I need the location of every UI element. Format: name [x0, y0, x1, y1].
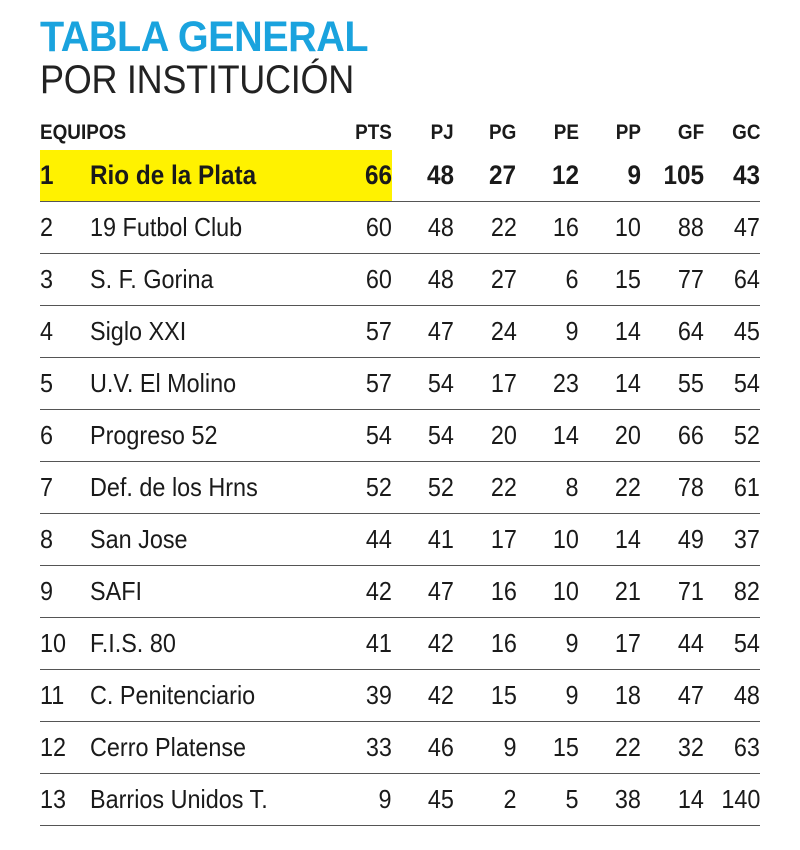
cell-pe: 23	[517, 358, 579, 410]
cell-pg: 17	[454, 358, 516, 410]
header-gc: GC	[731, 121, 760, 144]
cell-gc: 37	[704, 514, 760, 566]
cell-pg: 15	[454, 670, 516, 722]
cell-pj: 42	[392, 618, 454, 670]
cell-pp: 17	[579, 618, 641, 670]
cell-pe: 9	[517, 670, 579, 722]
cell-gc: 82	[704, 566, 760, 618]
cell-gc: 43	[704, 150, 760, 202]
table-row	[40, 618, 760, 670]
cell-pts: 66	[344, 150, 392, 202]
cell-pe: 5	[517, 774, 579, 826]
cell-pts: 41	[344, 618, 392, 670]
cell-gf: 78	[641, 462, 703, 514]
cell-pj: 47	[392, 566, 454, 618]
cell-pj: 46	[392, 722, 454, 774]
cell-pe: 12	[517, 150, 579, 202]
cell-gf: 44	[641, 618, 703, 670]
cell-pp: 20	[579, 410, 641, 462]
cell-pp: 18	[579, 670, 641, 722]
cell-pos: 6	[40, 410, 90, 462]
cell-pe: 14	[517, 410, 579, 462]
cell-pe: 10	[517, 514, 579, 566]
cell-pos: 4	[40, 306, 90, 358]
cell-team: C. Penitenciario	[90, 670, 344, 722]
standings-table	[40, 116, 760, 826]
cell-pe: 10	[517, 566, 579, 618]
cell-pe: 6	[517, 254, 579, 306]
cell-pg: 27	[454, 254, 516, 306]
cell-pos: 13	[40, 774, 90, 826]
table-row	[40, 202, 760, 254]
header-pe: PE	[553, 121, 579, 144]
cell-pj: 45	[392, 774, 454, 826]
cell-pts: 60	[344, 202, 392, 254]
cell-pp: 15	[579, 254, 641, 306]
cell-pts: 39	[344, 670, 392, 722]
cell-pj: 42	[392, 670, 454, 722]
cell-pos: 8	[40, 514, 90, 566]
cell-pts: 57	[344, 358, 392, 410]
cell-team: Barrios Unidos T.	[90, 774, 344, 826]
cell-team: Progreso 52	[90, 410, 344, 462]
cell-pp: 21	[579, 566, 641, 618]
cell-pj: 48	[392, 254, 454, 306]
cell-pg: 2	[454, 774, 516, 826]
cell-pg: 22	[454, 202, 516, 254]
cell-pj: 48	[392, 150, 454, 202]
cell-gc: 54	[704, 618, 760, 670]
table-title: TABLA GENERAL	[40, 13, 369, 61]
cell-gc: 45	[704, 306, 760, 358]
header-row	[40, 116, 760, 150]
cell-team: SAFI	[90, 566, 344, 618]
cell-gc: 63	[704, 722, 760, 774]
cell-pos: 5	[40, 358, 90, 410]
cell-gf: 49	[641, 514, 703, 566]
cell-pts: 54	[344, 410, 392, 462]
cell-pj: 41	[392, 514, 454, 566]
cell-gf: 88	[641, 202, 703, 254]
cell-pts: 60	[344, 254, 392, 306]
table-row	[40, 670, 760, 722]
cell-pg: 17	[454, 514, 516, 566]
cell-gf: 77	[641, 254, 703, 306]
cell-gc: 140	[704, 774, 760, 826]
cell-pp: 22	[579, 462, 641, 514]
cell-pos: 12	[40, 722, 90, 774]
cell-team: S. F. Gorina	[90, 254, 344, 306]
cell-pos: 3	[40, 254, 90, 306]
table-row	[40, 774, 760, 826]
cell-pp: 10	[579, 202, 641, 254]
cell-pe: 9	[517, 618, 579, 670]
cell-pj: 52	[392, 462, 454, 514]
table-row	[40, 514, 760, 566]
cell-pp: 14	[579, 306, 641, 358]
cell-team: Cerro Platense	[90, 722, 344, 774]
table-row	[40, 566, 760, 618]
cell-gc: 48	[704, 670, 760, 722]
header-pg: PG	[489, 121, 517, 144]
table-row	[40, 462, 760, 514]
cell-pj: 47	[392, 306, 454, 358]
cell-pos: 9	[40, 566, 90, 618]
standings-card	[40, 14, 760, 826]
cell-team: Def. de los Hrns	[90, 462, 344, 514]
table-row	[40, 150, 760, 202]
cell-gf: 32	[641, 722, 703, 774]
cell-gf: 55	[641, 358, 703, 410]
cell-gc: 52	[704, 410, 760, 462]
cell-pe: 16	[517, 202, 579, 254]
cell-gf: 105	[641, 150, 703, 202]
cell-pp: 22	[579, 722, 641, 774]
cell-pg: 16	[454, 566, 516, 618]
cell-pts: 57	[344, 306, 392, 358]
cell-pts: 9	[344, 774, 392, 826]
cell-team: San Jose	[90, 514, 344, 566]
cell-pg: 24	[454, 306, 516, 358]
cell-pj: 54	[392, 358, 454, 410]
header-equipos: EQUIPOS	[40, 121, 127, 144]
table-subtitle: POR INSTITUCIÓN	[40, 58, 354, 102]
header-pj: PJ	[430, 121, 455, 144]
cell-pp: 9	[579, 150, 641, 202]
cell-gf: 71	[641, 566, 703, 618]
cell-pp: 14	[579, 514, 641, 566]
cell-pe: 15	[517, 722, 579, 774]
cell-pj: 54	[392, 410, 454, 462]
cell-gf: 14	[641, 774, 703, 826]
cell-pos: 7	[40, 462, 90, 514]
cell-gc: 54	[704, 358, 760, 410]
cell-team: F.I.S. 80	[90, 618, 344, 670]
header-gf: GF	[677, 121, 704, 144]
cell-pp: 38	[579, 774, 641, 826]
cell-team: U.V. El Molino	[90, 358, 344, 410]
cell-pos: 1	[40, 150, 90, 202]
cell-pg: 20	[454, 410, 516, 462]
header-pts: PTS	[354, 121, 392, 144]
cell-pts: 52	[344, 462, 392, 514]
cell-pts: 42	[344, 566, 392, 618]
cell-team: Siglo XXI	[90, 306, 344, 358]
cell-gf: 47	[641, 670, 703, 722]
header-pp: PP	[616, 121, 642, 144]
cell-pg: 22	[454, 462, 516, 514]
cell-pos: 2	[40, 202, 90, 254]
cell-pj: 48	[392, 202, 454, 254]
cell-team: 19 Futbol Club	[90, 202, 344, 254]
cell-pe: 8	[517, 462, 579, 514]
cell-pts: 44	[344, 514, 392, 566]
table-row	[40, 358, 760, 410]
cell-team: Rio de la Plata	[90, 150, 344, 202]
cell-gf: 66	[641, 410, 703, 462]
cell-gf: 64	[641, 306, 703, 358]
cell-pp: 14	[579, 358, 641, 410]
cell-pe: 9	[517, 306, 579, 358]
cell-pg: 9	[454, 722, 516, 774]
cell-gc: 64	[704, 254, 760, 306]
table-row	[40, 254, 760, 306]
cell-pg: 27	[454, 150, 516, 202]
cell-pos: 11	[40, 670, 90, 722]
table-row	[40, 306, 760, 358]
cell-pts: 33	[344, 722, 392, 774]
cell-pos: 10	[40, 618, 90, 670]
cell-gc: 61	[704, 462, 760, 514]
cell-gc: 47	[704, 202, 760, 254]
table-row	[40, 410, 760, 462]
table-row	[40, 722, 760, 774]
cell-pg: 16	[454, 618, 516, 670]
